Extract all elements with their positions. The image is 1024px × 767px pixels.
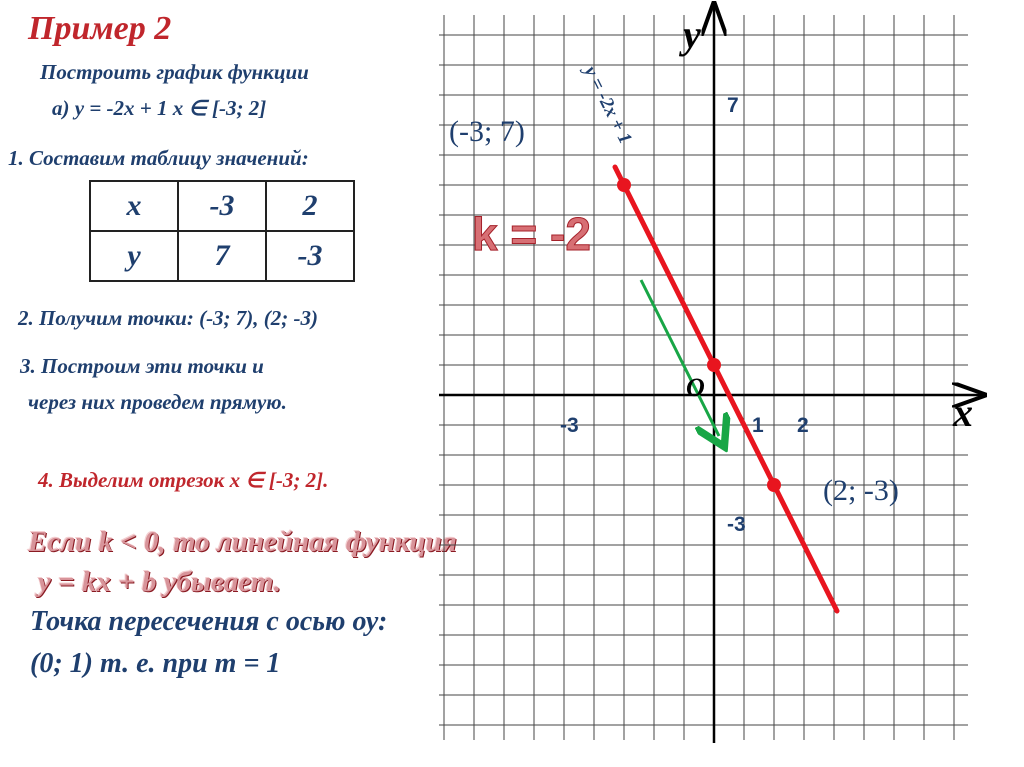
step-3-line1: 3. Построим эти точки и xyxy=(20,354,264,378)
intersection-line-2: (0; 1) т. е. при т = 1 xyxy=(30,648,281,679)
step-3-line2: через них проведем прямую. xyxy=(28,390,287,414)
direction-arrow xyxy=(641,280,719,436)
step-1: 1. Составим таблицу значений: xyxy=(8,146,309,170)
table-cell: x xyxy=(90,181,178,231)
tick-label-x: 2 xyxy=(797,414,809,437)
table-cell: y xyxy=(90,231,178,281)
line-equation-label: y = -2x + 1 xyxy=(579,62,636,148)
table-cell: 2 xyxy=(266,181,354,231)
tick-label-x: -3 xyxy=(560,414,579,437)
tick-label-x: 1 xyxy=(752,414,764,437)
table-cell: 7 xyxy=(178,231,266,281)
tick-label-y: 7 xyxy=(727,94,739,117)
y-axis-label: y xyxy=(683,12,701,57)
table-cell: -3 xyxy=(178,181,266,231)
data-point xyxy=(767,478,781,492)
data-point xyxy=(617,178,631,192)
page-title: Пример 2 xyxy=(28,10,172,47)
tick-label-y: -3 xyxy=(727,513,746,536)
rule-line-1: Если k < 0, то линейная функция xyxy=(28,526,457,558)
table-cell: -3 xyxy=(266,231,354,281)
intersection-line-1: Точка пересечения с осью оу: xyxy=(30,606,388,637)
point-label: (-3; 7) xyxy=(449,115,525,148)
step-4: 4. Выделим отрезок х ∈ [-3; 2]. xyxy=(38,468,329,492)
point-label: (2; -3) xyxy=(823,474,899,507)
slope-label: k = -2 xyxy=(472,208,591,260)
task-statement: Построить график функции xyxy=(40,60,309,84)
x-axis-label: x xyxy=(953,390,973,435)
rule-line-2: у = kx + b убывает. xyxy=(38,566,282,598)
data-point xyxy=(707,358,721,372)
task-function: а) у = -2х + 1 х ∈ [-3; 2] xyxy=(52,96,267,120)
step-2: 2. Получим точки: (-3; 7), (2; -3) xyxy=(18,306,319,330)
origin-label: O xyxy=(686,373,705,402)
